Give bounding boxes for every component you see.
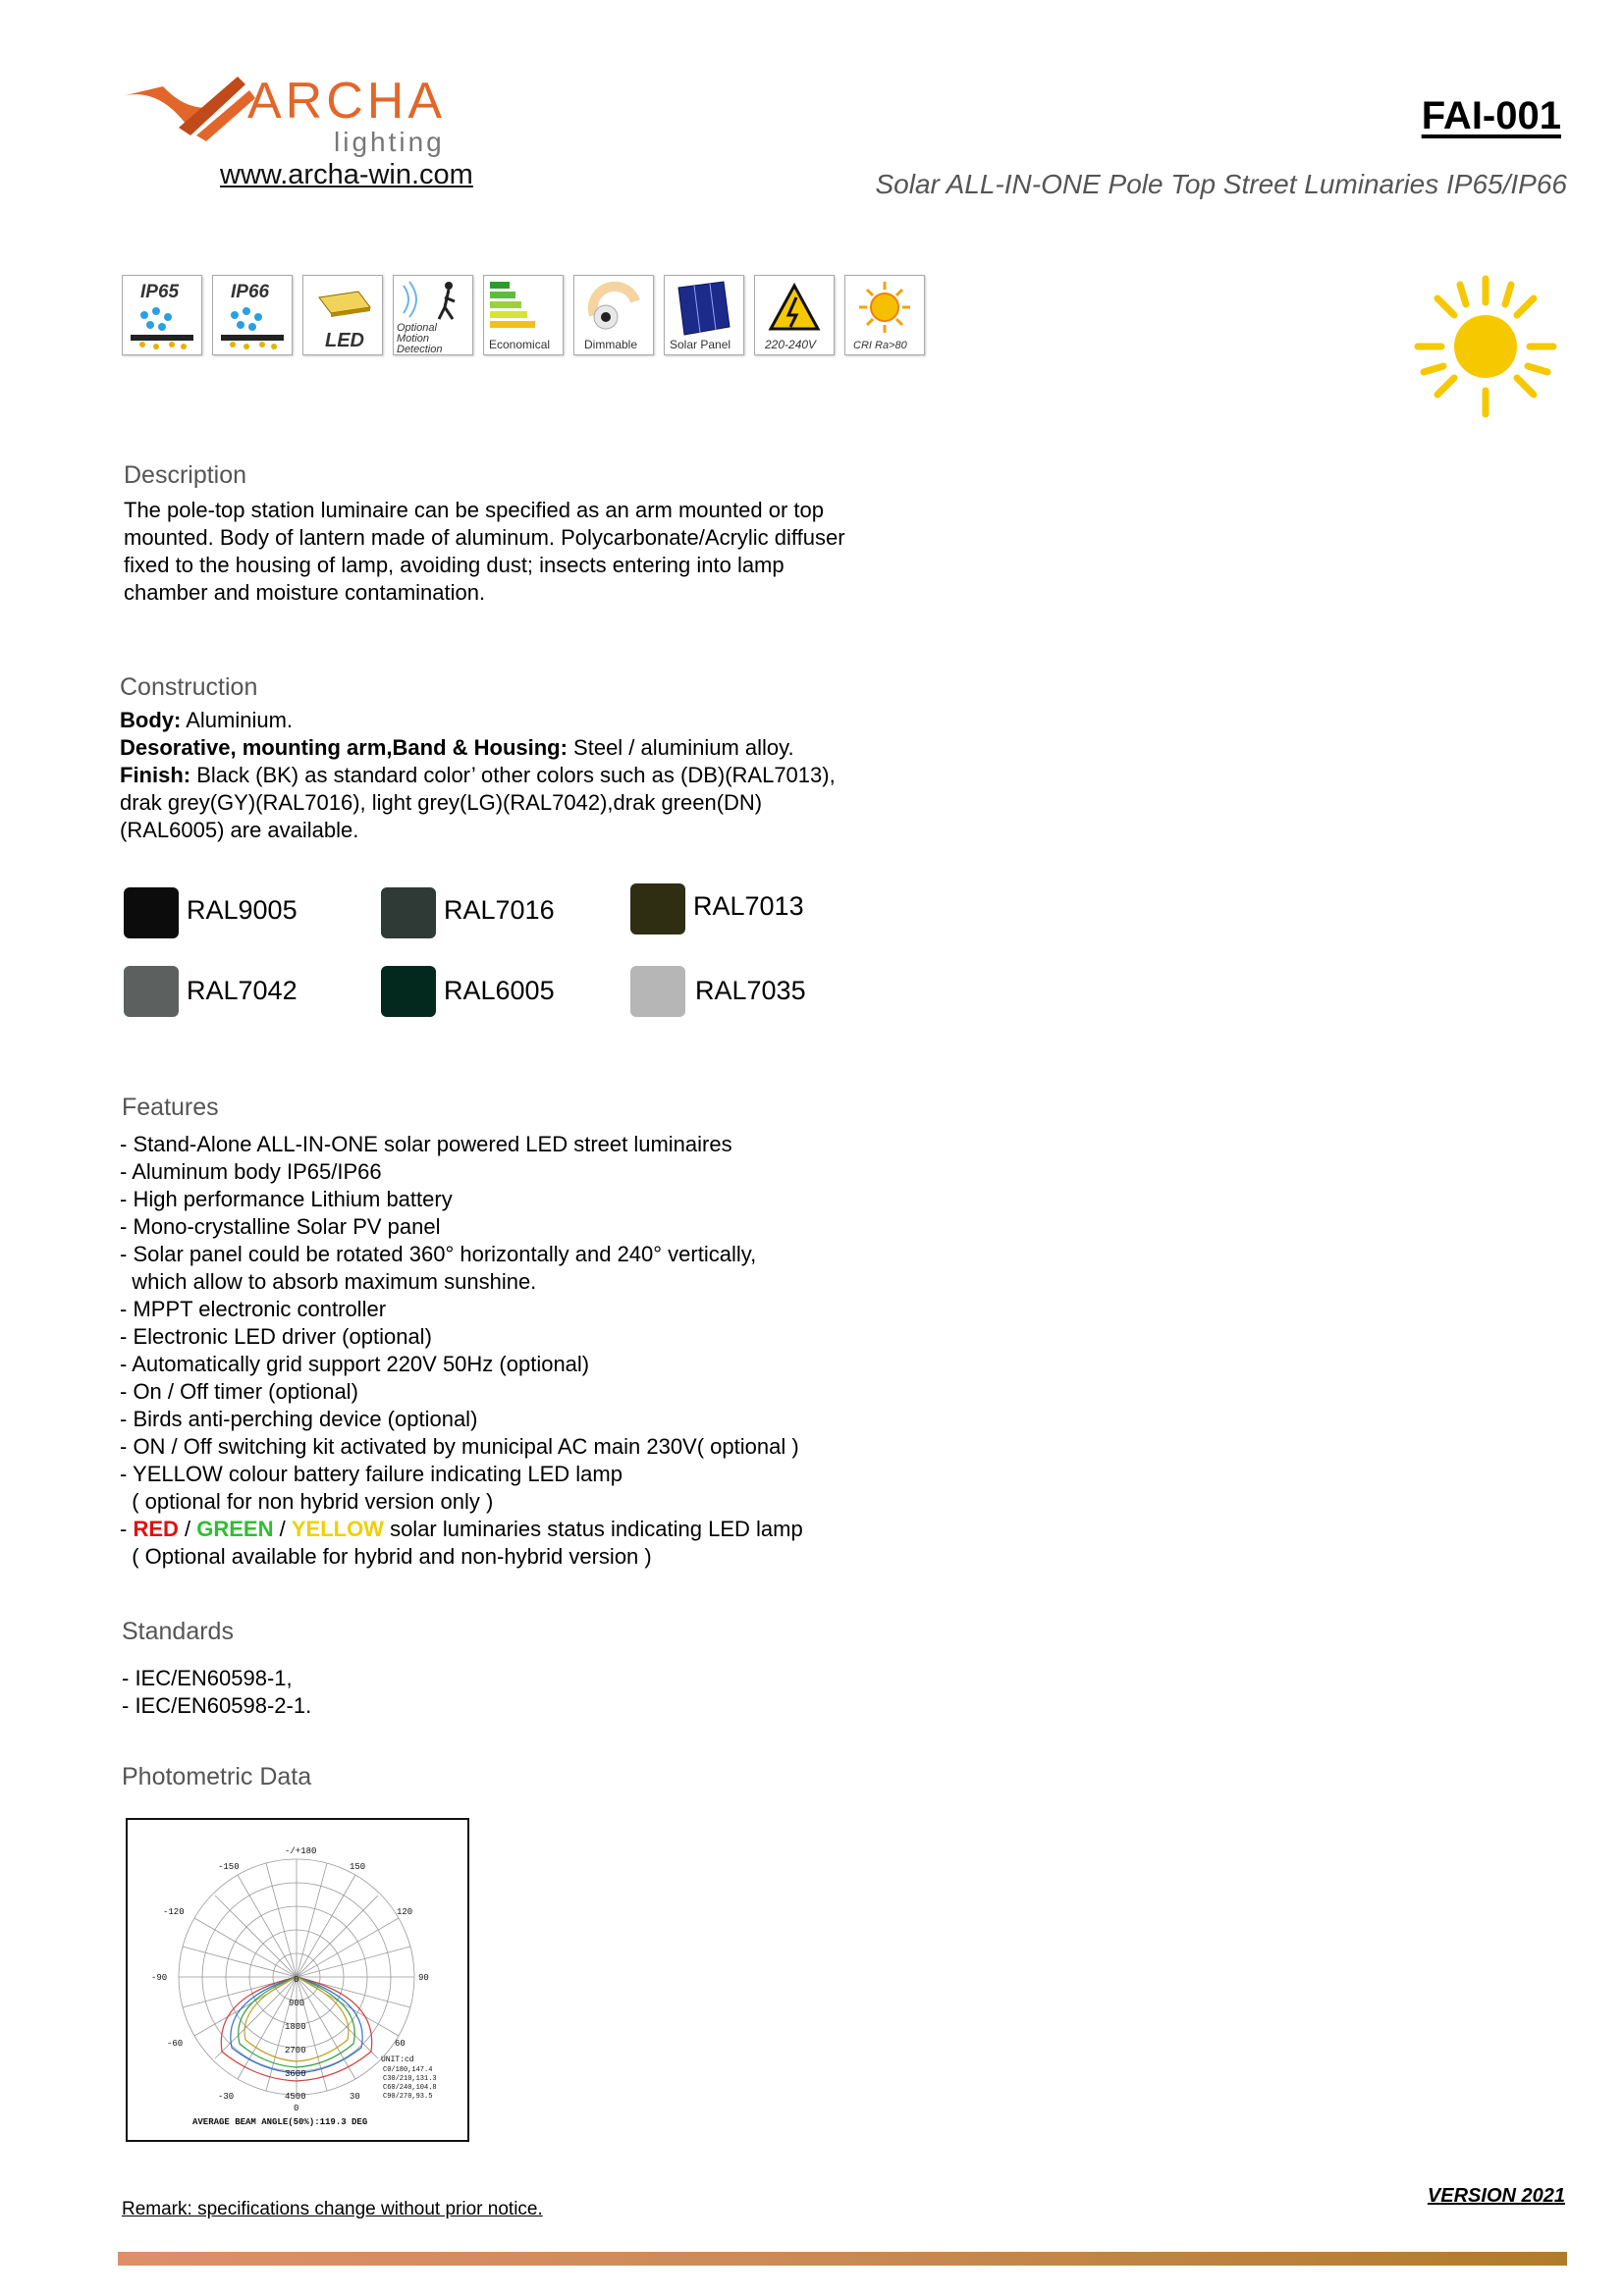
motion-detection-icon (393, 275, 473, 355)
swatch-ral7042 (124, 966, 179, 1017)
list-item: - Automatically grid support 220V 50Hz (optional) (120, 1352, 590, 1376)
swatch-ral6005 (381, 966, 436, 1017)
list-item: - Mono-crystalline Solar PV panel (120, 1214, 441, 1239)
construction-title: Construction (120, 673, 258, 701)
photometric-diagram (126, 1818, 469, 2142)
list-item: - Aluminum body IP65/IP66 (120, 1159, 382, 1184)
cri-icon (844, 275, 925, 355)
list-item: - YELLOW colour battery failure indicating LED lamp (120, 1462, 623, 1486)
angle-label: -/+180 (285, 1846, 317, 1856)
remark-text: Remark: specifications change without prior notice. (122, 2199, 543, 2219)
led-icon (302, 275, 383, 355)
angle-label: 60 (395, 2039, 406, 2049)
list-item: - Solar panel could be rotated 360° horizontally and 240° vertically, (120, 1242, 757, 1266)
status-red: RED (133, 1517, 179, 1541)
economical-icon (483, 275, 564, 355)
swatch-label-ral7035: RAL7035 (695, 976, 806, 1005)
list-item: ( optional for non hybrid version only ) (120, 1489, 494, 1514)
angle-label: 120 (397, 1907, 413, 1917)
construction-text (120, 707, 866, 844)
swatch-ral7013 (630, 883, 685, 934)
swatch-label-ral7016: RAL7016 (444, 895, 555, 925)
unit-label: UNIT:cd (381, 2056, 414, 2064)
svg-text:Optional: Optional (397, 322, 437, 334)
radial-label: 4500 (285, 2092, 306, 2102)
polar-plot (128, 1820, 467, 2140)
logo-brand: ARCHA (247, 73, 447, 130)
features-title: Features (122, 1094, 219, 1121)
standards-list (122, 1665, 311, 1720)
radial-label: 1800 (285, 2022, 306, 2032)
svg-text:CRI Ra>80: CRI Ra>80 (853, 340, 907, 351)
radial-label: 2700 (285, 2046, 306, 2056)
swatch-label-ral9005: RAL9005 (187, 895, 298, 925)
svg-text:Dimmable: Dimmable (584, 338, 638, 351)
list-item: - MPPT electronic controller (120, 1297, 387, 1321)
construction-finish: Finish: Black (BK) as standard color’ other colors such as (DB)(RAL7013), drak grey(GY)(RAL7016), light grey(LG)(RAL7042),drak green(DN)(RAL6005) are available. (120, 763, 836, 842)
swatch-label-ral6005: RAL6005 (444, 976, 555, 1005)
angle-label: -150 (218, 1862, 240, 1872)
list-item: - Stand-Alone ALL-IN-ONE solar powered LED street luminaires (120, 1132, 732, 1156)
document-code: FAI-001 (1421, 94, 1561, 137)
ip65-icon (122, 275, 202, 355)
archa-logo (120, 57, 473, 165)
construction-body: Body: Aluminium. (120, 708, 294, 732)
list-item: - ON / Off switching kit activated by municipal AC main 230V( optional ) (120, 1434, 799, 1459)
features-list (120, 1131, 905, 1571)
svg-text:Economical: Economical (489, 338, 551, 351)
svg-text:Detection: Detection (397, 344, 443, 354)
voltage-icon (754, 275, 835, 355)
photometric-title: Photometric Data (122, 1763, 312, 1790)
legend-entry: C60/240,104.8 (383, 2084, 437, 2092)
list-item: - High performance Lithium battery (120, 1187, 453, 1211)
status-led-item: - RED / GREEN / YELLOW solar luminaries status indicating LED lamp (120, 1517, 803, 1541)
list-item: - IEC/EN60598-1, (122, 1666, 293, 1690)
sun-icon (1412, 273, 1559, 420)
description-text: The pole-top station luminaire can be specified as an arm mounted or top mounted. Body of lantern made of aluminum. Polycarbonate/Acrylic diffuser fixed to the housing of lamp, avoiding dust; insects entering into lamp chamber and moisture contamination. (124, 498, 845, 605)
angle-label: 90 (418, 1973, 429, 1983)
construction-arm: Desorative, mounting arm,Band & Housing: Steel / aluminium alloy. (120, 735, 794, 760)
radial-label: 0 (294, 1975, 299, 1985)
angle-label: 30 (350, 2092, 360, 2102)
list-item: - Birds anti-perching device (optional) (120, 1407, 478, 1431)
beam-angle-caption: AVERAGE BEAM ANGLE(50%):119.3 DEG (192, 2117, 368, 2127)
swatch-ral9005 (124, 887, 179, 938)
svg-text:LED: LED (325, 330, 364, 351)
radial-label: 900 (289, 1999, 305, 2008)
version-label: VERSION 2021 (1427, 2185, 1565, 2207)
angle-label: -120 (163, 1907, 185, 1917)
svg-text:IP65: IP65 (140, 282, 180, 302)
logo-brand-sub: lighting (334, 127, 445, 157)
swatch-ral7035 (630, 966, 685, 1017)
description-title: Description (124, 461, 247, 489)
solar-panel-icon (664, 275, 744, 355)
legend-entry: C0/180,147.4 (383, 2066, 433, 2074)
ip66-icon (212, 275, 293, 355)
list-item: - IEC/EN60598-2-1. (122, 1693, 312, 1718)
svg-text:Solar Panel: Solar Panel (670, 338, 731, 351)
legend-entry: C90/270,93.5 (383, 2093, 433, 2101)
standards-title: Standards (122, 1618, 234, 1645)
list-item: which allow to absorb maximum sunshine. (120, 1269, 537, 1294)
dimmable-icon (573, 275, 654, 355)
status-yellow: YELLOW (291, 1517, 384, 1541)
radial-label: 3600 (285, 2069, 306, 2079)
swatch-ral7016 (381, 887, 436, 938)
list-item: - On / Off timer (optional) (120, 1379, 358, 1404)
svg-text:220-240V: 220-240V (765, 338, 817, 351)
document-subtitle: Solar ALL-IN-ONE Pole Top Street Luminaries IP65/IP66 (875, 169, 1567, 199)
list-item: - Electronic LED driver (optional) (120, 1324, 432, 1349)
list-item: ( Optional available for hybrid and non-hybrid version ) (120, 1544, 652, 1569)
angle-label: 150 (350, 1862, 366, 1872)
website-link[interactable]: www.archa-win.com (220, 159, 473, 190)
angle-label: -90 (151, 1973, 168, 1983)
angle-label: -60 (167, 2039, 184, 2049)
feature-icon-strip (122, 275, 925, 355)
swatch-label-ral7013: RAL7013 (693, 891, 804, 921)
angle-label: -30 (218, 2092, 235, 2102)
footer-bar (118, 2252, 1567, 2266)
svg-text:IP66: IP66 (231, 282, 270, 302)
legend-entry: C30/210,131.3 (383, 2075, 437, 2083)
angle-label: 0 (294, 2104, 299, 2113)
swatch-label-ral7042: RAL7042 (187, 976, 298, 1005)
svg-text:Motion: Motion (397, 333, 430, 345)
status-green: GREEN (196, 1517, 274, 1541)
logo-swoosh-icon (122, 77, 255, 141)
